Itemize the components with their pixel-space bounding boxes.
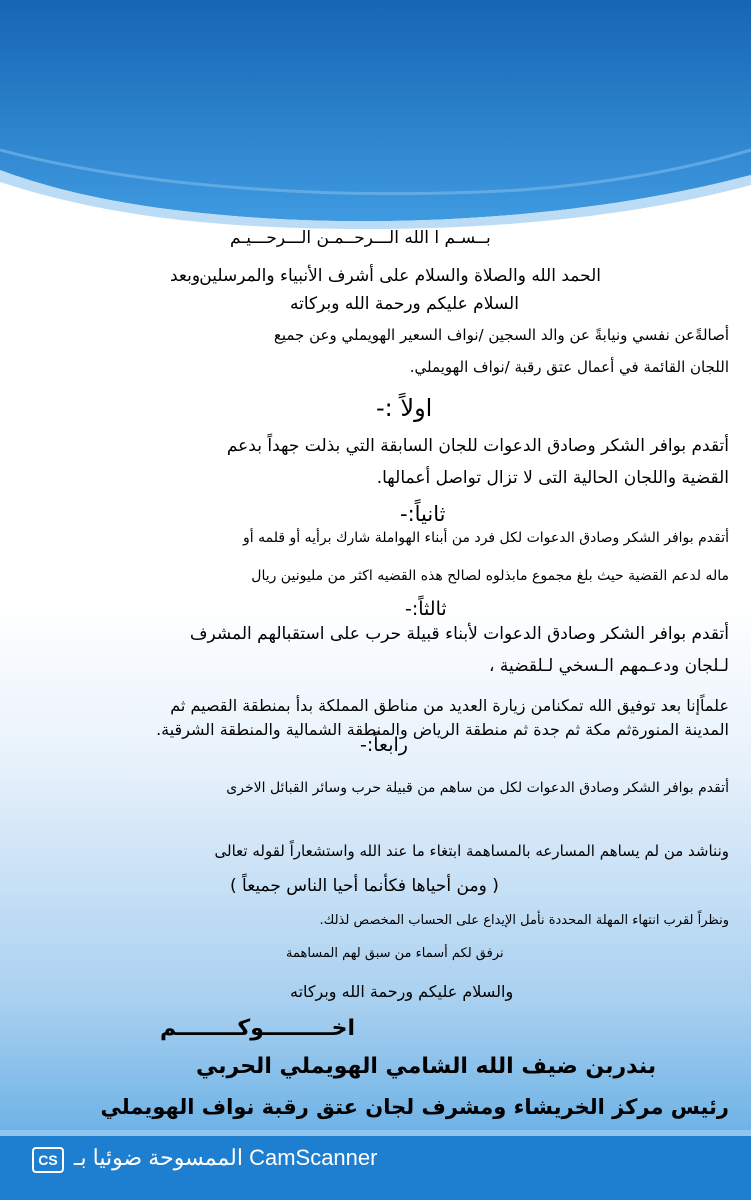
opening-line: الحمد الله والصلاة والسلام على أشرف الأنبياء والمرسلين xyxy=(199,266,601,286)
signer-title: رئيس مركز الخريشاء ومشرف لجان عتق رقبة نواف الهويملي xyxy=(100,1095,729,1119)
camscanner-logo-icon: CS xyxy=(32,1147,64,1173)
first-paragraph-line-2: القضية واللجان الحالية التى لا تزال تواصل أعمالها. xyxy=(376,468,729,488)
third-heading: ثالثاً:- xyxy=(405,598,447,620)
camscanner-watermark: الممسوحة ضوئيا بـ CamScanner xyxy=(74,1145,378,1170)
intro-line-1: أصالةًعن نفسي ونيابةً عن والد السجين /نواف السعير الهويملي وعن جميع xyxy=(273,326,729,344)
opening-line-end: وبعد xyxy=(170,266,201,286)
closing-greeting: والسلام عليكم ورحمة الله وبركاته xyxy=(290,982,514,1001)
third-paragraph-line-2: لـلجان ودعـمهم الـسخي لـلقضية ، xyxy=(489,656,729,676)
visits-line-1: علماًإنا بعد توفيق الله تمكنامن زيارة العديد من مناطق المملكة بدأ بمنطقة القصيم ثم xyxy=(170,696,729,715)
first-heading: اولاً :- xyxy=(376,394,433,422)
intro-line-2: اللجان القائمة في أعمال عتق رقبة /نواف الهويملي. xyxy=(409,358,729,376)
second-paragraph-line-2: ماله لدعم القضية حيث بلغ مجموع مابذلوه لصالح هذه القضيه اكثر من مليونين ريال xyxy=(251,568,729,584)
basmala: بــسـم ا الله الـــرحــمـن الـــرحـــيـم xyxy=(230,228,491,248)
quran-verse: ( ومن أحياها فكأنما أحيا الناس جميعاً ) xyxy=(230,876,499,896)
first-paragraph-line-1: أتقدم بوافر الشكر وصادق الدعوات للجان السابقة التي بذلت جهداً بدعم xyxy=(226,436,729,456)
fourth-heading: رابعاً:- xyxy=(360,734,408,756)
second-heading: ثانياً:- xyxy=(400,502,446,526)
visits-line-2: المدينة المنورةثم مكة ثم جدة ثم منطقة الرياض والمنطقة الشمالية والمنطقة الشرقية. xyxy=(156,720,729,739)
attached-names-line: نرفق لكم أسماء من سبق لهم المساهمة xyxy=(286,946,504,961)
brother-sign-off: اخـــــــــوكــــــــم xyxy=(160,1016,356,1041)
fourth-paragraph-line-1: أتقدم بوافر الشكر وصادق الدعوات لكل من ساهم من قبيلة حرب وسائر القبائل الاخرى xyxy=(226,780,729,796)
second-paragraph-line-1: أتقدم بوافر الشكر وصادق الدعوات لكل فرد من أبناء الهواملة شارك برأيه أو قلمه أو xyxy=(243,530,729,546)
deadline-line: ونظراً لقرب انتهاء المهلة المحددة نأمل الإيداع على الحساب المخصص لذلك. xyxy=(319,913,729,928)
third-paragraph-line-1: أتقدم بوافر الشكر وصادق الدعوات لأبناء قبيلة حرب على استقبالهم المشرف xyxy=(189,624,729,644)
fourth-paragraph-line-2: ونناشد من لم يساهم المسارعه بالمساهمة ابتغاء ما عند الله واستشعاراً لقوله تعالى xyxy=(214,842,729,860)
greeting-line: السلام عليكم ورحمة الله وبركاته xyxy=(290,294,519,314)
signer-name: بندربن ضيف الله الشامي الهويملي الحربي xyxy=(196,1054,657,1079)
